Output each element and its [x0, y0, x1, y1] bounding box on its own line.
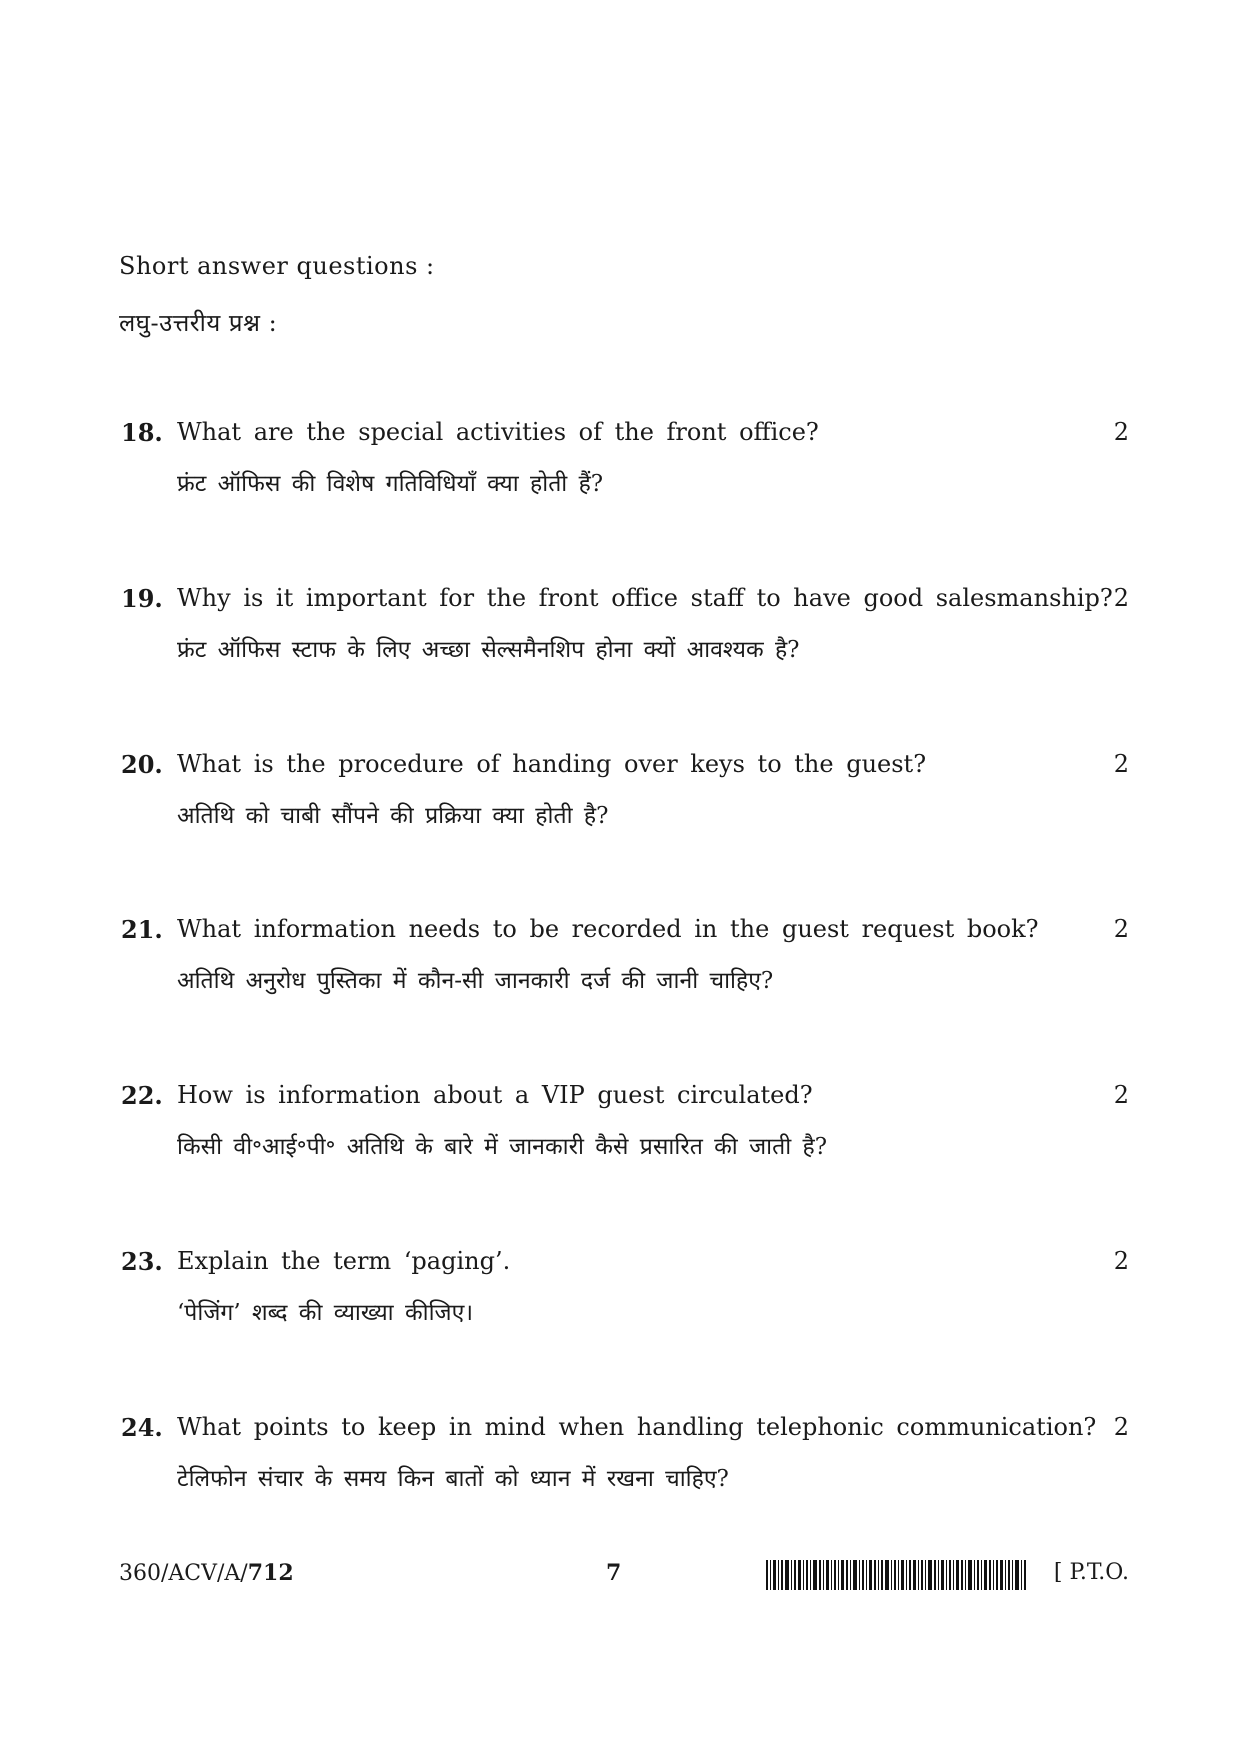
question-marks: 2 — [1113, 584, 1129, 612]
question-text-hindi: फ्रंट ऑफिस स्टाफ के लिए अच्छा सेल्समैनशिप होना क्यों आवश्यक है? — [177, 637, 800, 663]
question-text-hindi: अतिथि अनुरोध पुस्तिका में कौन-सी जानकारी दर्ज की जानी चाहिए? — [177, 968, 774, 994]
page-footer — [119, 1560, 1129, 1600]
question-21 — [119, 915, 1129, 1025]
barcode-image — [766, 1560, 1026, 1590]
question-number: 21. — [121, 915, 163, 944]
question-number: 18. — [121, 418, 163, 447]
question-text-english: What points to keep in mind when handling telephonic communication? — [177, 1413, 1097, 1441]
question-22 — [119, 1081, 1129, 1191]
paper-code-prefix: 360/ACV/A/ — [119, 1561, 248, 1586]
question-number: 22. — [121, 1081, 163, 1110]
question-23 — [119, 1247, 1129, 1357]
question-marks: 2 — [1113, 750, 1129, 778]
question-number: 19. — [121, 584, 163, 613]
question-text-hindi: किसी वी॰आई॰पी॰ अतिथि के बारे में जानकारी कैसे प्रसारित की जाती है? — [177, 1134, 828, 1160]
question-text-english: How is information about a VIP guest circulated? — [177, 1081, 813, 1109]
question-number: 20. — [121, 750, 163, 779]
question-text-english: Explain the term ‘paging’. — [177, 1247, 511, 1275]
question-18 — [119, 418, 1129, 528]
question-text-english: What information needs to be recorded in the guest request book? — [177, 915, 1039, 943]
question-19 — [119, 584, 1129, 694]
question-text-english: What are the special activities of the front office? — [177, 418, 819, 446]
section-title-hindi: लघु-उत्तरीय प्रश्न : — [119, 309, 278, 337]
question-20 — [119, 750, 1129, 860]
paper-code — [119, 1560, 294, 1586]
question-marks: 2 — [1113, 1081, 1129, 1109]
section-title-english: Short answer questions : — [119, 252, 435, 280]
paper-code-number: 712 — [247, 1560, 294, 1586]
question-text-hindi: ‘पेजिंग’ शब्द की व्याख्या कीजिए। — [177, 1300, 474, 1326]
please-turn-over: [ P.T.O. — [1053, 1560, 1129, 1585]
question-text-hindi: फ्रंट ऑफिस की विशेष गतिविधियाँ क्या होती हैं? — [177, 471, 604, 497]
question-text-hindi: अतिथि को चाबी सौंपने की प्रक्रिया क्या होती है? — [177, 803, 609, 829]
question-number: 23. — [121, 1247, 163, 1276]
question-24 — [119, 1413, 1129, 1523]
question-text-english: Why is it important for the front office staff to have good salesmanship? — [177, 584, 1113, 612]
question-number: 24. — [121, 1413, 163, 1442]
page-number: 7 — [606, 1560, 622, 1586]
question-marks: 2 — [1113, 418, 1129, 446]
question-text-english: What is the procedure of handing over keys to the guest? — [177, 750, 927, 778]
question-text-hindi: टेलिफोन संचार के समय किन बातों को ध्यान में रखना चाहिए? — [177, 1466, 729, 1492]
question-marks: 2 — [1113, 1247, 1129, 1275]
question-marks: 2 — [1113, 1413, 1129, 1441]
question-marks: 2 — [1113, 915, 1129, 943]
